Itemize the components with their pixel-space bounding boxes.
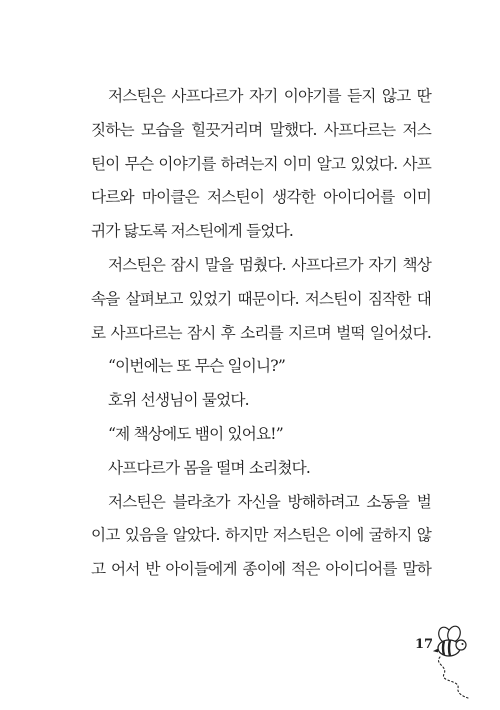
text-line: 저스틴은 블라초가 자신을 방해하려고 소동을 벌 [108, 492, 431, 511]
text-line: 짓하는 모습을 힐끗거리며 말했다. 사프다르는 저스 [91, 120, 431, 139]
text-line: 귀가 닳도록 저스틴에게 들었다. [91, 222, 294, 241]
body-text [91, 86, 431, 593]
text-line: 고 어서 반 아이들에게 종이에 적은 아이디어를 말하 [91, 560, 431, 579]
dialogue-line: “제 책상에도 뱀이 있어요!” [108, 424, 283, 443]
text-line: 호위 선생님이 물었다. [108, 391, 249, 410]
text-line: 이고 있음을 알았다. 하지만 저스틴은 이에 굴하지 않 [91, 526, 431, 545]
dialogue-line: “이번에는 또 무슨 일이니?” [108, 357, 286, 376]
text-line: 속을 살펴보고 있었기 때문이다. 저스틴이 짐작한 대 [91, 289, 431, 308]
page-number: 17 [415, 637, 434, 652]
text-line: 로 사프다르는 잠시 후 소리를 지르며 벌떡 일어섰다. [91, 323, 431, 342]
text-line: 저스틴은 잠시 말을 멈췄다. 사프다르가 자기 책상 [108, 255, 431, 274]
text-line: 틴이 무슨 이야기를 하려는지 이미 알고 있었다. 사프 [91, 154, 431, 173]
bee-icon [432, 624, 472, 699]
text-line: 다르와 마이클은 저스틴이 생각한 아이디어를 이미 [91, 188, 431, 207]
text-line: 사프다르가 몸을 떨며 소리쳤다. [108, 458, 311, 477]
text-line: 저스틴은 사프다르가 자기 이야기를 듣지 않고 딴 [108, 87, 431, 105]
